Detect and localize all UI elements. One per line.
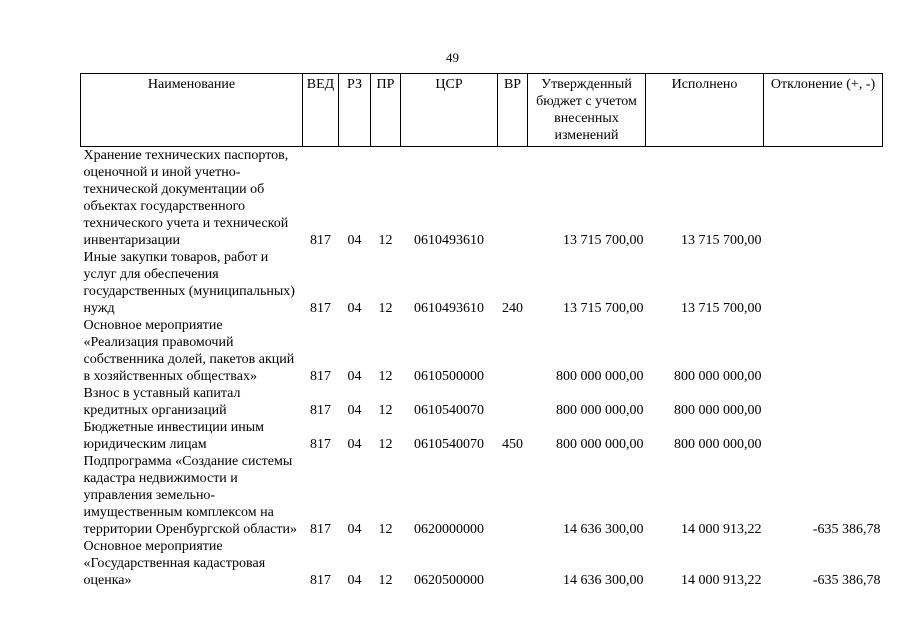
row-ved: 817: [310, 369, 331, 384]
row-approved: 800 000 000,00: [556, 369, 644, 384]
row-approved: 800 000 000,00: [556, 437, 644, 452]
row-pr: 12: [378, 437, 393, 452]
row-name: Подпрограмма «Создание системы кадастра недвижимости и управления земельно-имущественным комплексом на территории Оренбургской области»: [83, 454, 297, 537]
row-approved: 800 000 000,00: [556, 403, 644, 418]
row-pr: 12: [378, 233, 393, 248]
row-vr: [498, 385, 528, 419]
header-pr: ПР: [371, 74, 401, 147]
row-name: Хранение технических паспортов, оценочной и иной учетно-технической документации об объектах государственного технического учета и технической инвентаризации: [83, 148, 289, 248]
row-name: Бюджетные инвестиции иным юридическим лицам: [83, 420, 264, 452]
row-vr: [498, 453, 528, 538]
row-deviation: [764, 249, 883, 317]
table-row: [81, 538, 883, 589]
row-name: Основное мероприятие «Государственная кадастровая оценка»: [83, 539, 266, 588]
row-name: Иные закупки товаров, работ и услуг для обеспечения государственных (муниципальных) нужд: [83, 250, 295, 316]
row-deviation: [764, 385, 883, 419]
row-vr: [498, 317, 528, 385]
row-ved: 817: [310, 301, 331, 316]
row-vr: 450: [502, 437, 523, 452]
header-rz: РЗ: [339, 74, 371, 147]
row-csr: 0610500000: [414, 369, 484, 384]
row-ved: 817: [310, 403, 331, 418]
row-approved: 14 636 300,00: [563, 573, 644, 588]
row-ved: 817: [310, 573, 331, 588]
table-row: [81, 419, 883, 453]
row-executed: 14 000 913,22: [681, 573, 762, 588]
header-name: Наименование: [81, 74, 303, 147]
row-executed: 14 000 913,22: [681, 522, 762, 537]
header-executed: Исполнено: [646, 74, 764, 147]
row-name: Взнос в уставный капитал кредитных организаций: [83, 386, 241, 418]
header-approved: Утвержденный бюджет с учетом внесенных изменений: [528, 74, 646, 147]
table-row: [81, 453, 883, 538]
row-ved: 817: [310, 522, 331, 537]
table-row: [81, 249, 883, 317]
row-executed: 13 715 700,00: [681, 301, 762, 316]
row-approved: 14 636 300,00: [563, 522, 644, 537]
row-rz: 04: [347, 369, 362, 384]
row-rz: 04: [347, 437, 362, 452]
table-row: [81, 317, 883, 385]
row-rz: 04: [347, 233, 362, 248]
table-header-row: [81, 74, 883, 147]
row-csr: 0620500000: [414, 573, 484, 588]
row-deviation: [764, 317, 883, 385]
row-csr: 0610540070: [414, 437, 484, 452]
row-rz: 04: [347, 301, 362, 316]
row-executed: 800 000 000,00: [674, 369, 762, 384]
row-rz: 04: [347, 403, 362, 418]
row-deviation: [764, 419, 883, 453]
row-ved: 817: [310, 233, 331, 248]
header-csr: ЦСР: [401, 74, 498, 147]
table-row: [81, 147, 883, 250]
header-ved: ВЕД: [303, 74, 339, 147]
header-vr: ВР: [498, 74, 528, 147]
row-csr: 0620000000: [414, 522, 484, 537]
row-approved: 13 715 700,00: [563, 233, 644, 248]
row-deviation: -635 386,78: [812, 573, 881, 588]
row-executed: 800 000 000,00: [674, 403, 762, 418]
row-pr: 12: [378, 301, 393, 316]
row-vr: [498, 147, 528, 250]
row-pr: 12: [378, 573, 393, 588]
row-pr: 12: [378, 522, 393, 537]
budget-table: [80, 73, 883, 589]
header-deviation: Отклонение (+, -): [764, 74, 883, 147]
row-vr: [498, 538, 528, 589]
row-ved: 817: [310, 437, 331, 452]
row-executed: 800 000 000,00: [674, 437, 762, 452]
row-rz: 04: [347, 522, 362, 537]
row-pr: 12: [378, 369, 393, 384]
row-name: Основное мероприятие «Реализация правомочий собственника долей, пакетов акций в хозяйственных обществах»: [83, 318, 295, 384]
row-csr: 0610540070: [414, 403, 484, 418]
row-csr: 0610493610: [414, 233, 484, 248]
row-rz: 04: [347, 573, 362, 588]
row-deviation: -635 386,78: [812, 522, 881, 537]
page-number: 49: [446, 50, 459, 65]
row-vr: 240: [502, 301, 523, 316]
row-csr: 0610493610: [414, 301, 484, 316]
row-pr: 12: [378, 403, 393, 418]
row-approved: 13 715 700,00: [563, 301, 644, 316]
row-executed: 13 715 700,00: [681, 233, 762, 248]
row-deviation: [764, 147, 883, 250]
table-row: [81, 385, 883, 419]
